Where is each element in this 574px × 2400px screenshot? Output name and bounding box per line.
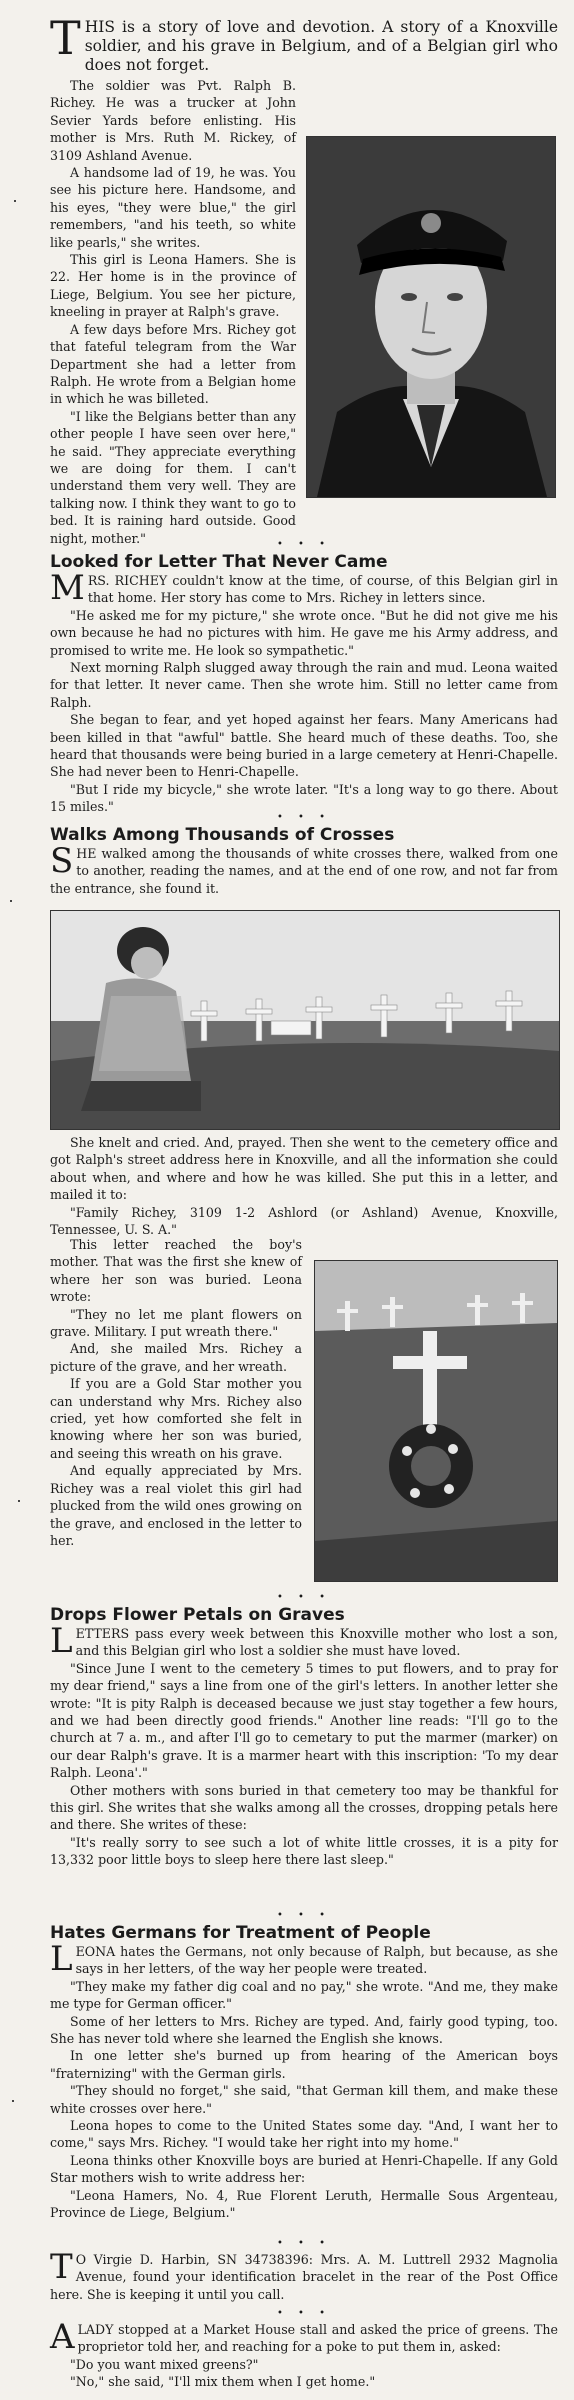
- crosses-section: [50, 810, 558, 897]
- crosses-section-narrow: [50, 1236, 302, 1549]
- intro-paragraph: The soldier was Pvt. Ralph B. Richey. He was a trucker at John Sevier Yards before enlisting. His mother is Mrs. Ruth M. Rickey, of 3109 Ashland Avenue.: [50, 78, 296, 163]
- margin-speck: [10, 900, 12, 902]
- crosses-section-continued: [50, 1134, 558, 1238]
- section-divider: • • •: [276, 2238, 332, 2249]
- section-paragraph: And, she mailed Mrs. Richey a picture of the grave, and her wreath.: [50, 1341, 302, 1374]
- section-divider: • • •: [276, 539, 332, 550]
- margin-speck: [14, 200, 16, 202]
- section-paragraph: "They should no forget," she said, "that German kill them, and make these white crosses over here.": [50, 2083, 558, 2116]
- dropcap: M: [50, 568, 85, 608]
- section-divider: • • •: [276, 1910, 332, 1921]
- section-paragraph: LADY stopped at a Market House stall and asked the price of greens. The proprietor told her, and reaching for a poke to put them in, asked:: [77, 2322, 558, 2355]
- section-paragraph: O Virgie D. Harbin, SN 34738396: Mrs. A. M. Luttrell 2932 Magnolia Avenue, found your identification bracelet in the rear of the Post Office here. She is keeping it until you call.: [50, 2252, 558, 2302]
- section-heading: Looked for Letter That Never Came: [50, 552, 388, 572]
- intro-lead: THIS is a story of love and devotion. A story of a Knoxville soldier, and his grave in Belgium, and of a Belgian girl who does not forget.: [50, 11, 558, 74]
- dropcap: L: [50, 1939, 73, 1979]
- section-paragraph: "No," she said, "I'll mix them when I get home.": [70, 2374, 376, 2390]
- letter-section: [50, 537, 558, 816]
- intro-paragraph: A few days before Mrs. Richey got that fateful telegram from the War Department she had a letter from Ralph. He wrote from a Belgian home in which he was billeted.: [50, 321, 296, 407]
- section-paragraph: In one letter she's burned up from hearing of the American boys "fraternizing" with the German girls.: [50, 2048, 558, 2081]
- section-paragraph: Some of her letters to Mrs. Richey are typed. And, fairly good typing, too. She has never told where she learned the English she knows.: [50, 2013, 558, 2047]
- section-paragraph: RS. RICHEY couldn't know at the time, of course, of this Belgian girl in that home. Her story has come to Mrs. Richey in letters since.: [87, 573, 558, 606]
- section-divider: • • •: [276, 1592, 332, 1603]
- section-paragraph: Next morning Ralph slugged away through the rain and mud. Leona waited for that letter. It never came. Then she wrote him. Still no letter came from Ralph.: [50, 660, 558, 710]
- petals-section: [50, 1590, 558, 1869]
- intro-section: [50, 11, 558, 547]
- greens-item: [50, 2306, 558, 2391]
- section-paragraph: This letter reached the boy's mother. That was the first she knew of where her son was buried. Leona wrote:: [50, 1237, 302, 1305]
- bracelet-item: [50, 2236, 558, 2303]
- dropcap: L: [50, 1621, 73, 1661]
- section-divider: • • •: [276, 812, 332, 823]
- section-paragraph: EONA hates the Germans, not only because of Ralph, but because, as she says in her letters, of the way her people were treated.: [75, 1944, 558, 1977]
- wreath-on-grave-photo: [314, 1260, 558, 1582]
- section-paragraph: "Do you want mixed greens?": [70, 2356, 259, 2372]
- section-heading: Walks Among Thousands of Crosses: [50, 825, 395, 845]
- section-paragraph: "But I ride my bicycle," she wrote later. "It's a long way to go there. About 15 miles.": [50, 781, 558, 815]
- dropcap: S: [50, 841, 74, 881]
- section-paragraph: Leona thinks other Knoxville boys are buried at Henri-Chapelle. If any Gold Star mothers wish to write address her:: [50, 2152, 558, 2186]
- section-heading: Hates Germans for Treatment of People: [50, 1923, 431, 1943]
- section-paragraph: "They make my father dig coal and no pay," she wrote. "And me, they make me type for German officer.": [50, 1978, 558, 2012]
- section-paragraph: "They no let me plant flowers on grave. Military. I put wreath there.": [50, 1306, 302, 1340]
- section-paragraph: "Leona Hamers, No. 4, Rue Florent Leruth, Hermalle Sous Argenteau, Province de Liege, Belgium.": [50, 2187, 558, 2221]
- dropcap: T: [50, 2247, 73, 2287]
- section-paragraph: "He asked me for my picture," she wrote once. "But he did not give me his own because he had no pictures with him. He gave me his Army address, and promised to write me. He look so sympathetic.": [50, 607, 558, 658]
- section-paragraph: "Family Richey, 3109 1-2 Ashlord (or Ashland) Avenue, Knoxville, Tennessee, U. S. A.": [50, 1204, 558, 1238]
- section-paragraph: If you are a Gold Star mother you can understand why Mrs. Richey also cried, yet how comforted she felt in knowing where her son was buried, and seeing this wreath on his grave.: [50, 1376, 302, 1461]
- section-heading: Drops Flower Petals on Graves: [50, 1605, 345, 1625]
- section-paragraph: She began to fear, and yet hoped against her fears. Many Americans had been killed in that "awful" battle. She heard much of these deaths. Too, she heard that thousands were being buried in a large cemetery at Henri-Chapelle. She had never been to Henri-Chapelle.: [50, 712, 558, 780]
- section-paragraph: ETTERS pass every week between this Knoxville mother who lost a son, and this Belgian girl who lost a soldier she must have loved.: [75, 1626, 558, 1659]
- germans-section: [50, 1908, 558, 2222]
- section-paragraph: "Since June I went to the cemetery 5 times to put flowers, and to pray for my dear friend," says a line from one of the girl's letters. In another letter she wrote: "It is pity Ralph is deceased because we just stay together a few hours, and we had been directly good friends." Another line reads: "I'll go to the church at 7 a. m., and after I'll go to cemetary to put the marmer (marker) on our dear Ralph's grave. It is a marmer heart with this inscription: 'To my dear Ralph. Leona'.": [50, 1660, 558, 1781]
- section-paragraph: Other mothers with sons buried in that cemetery too may be thankful for this girl. She writes that she walks among all the crosses, dropping petals here and there. She writes of these:: [50, 1782, 558, 1833]
- section-paragraph: "It's really sorry to see such a lot of white little crosses, it is a pity for 13,332 poor little boys to sleep here there last sleep.": [50, 1834, 558, 1868]
- section-divider: • • •: [276, 2308, 332, 2319]
- intro-paragraph: A handsome lad of 19, he was. You see his picture here. Handsome, and his eyes, "they were blue," the girl remembers, "and his teeth, so white like pearls," she writes.: [50, 165, 296, 250]
- intro-dropcap: T: [50, 11, 81, 65]
- girl-kneeling-at-grave-photo: [50, 910, 560, 1130]
- dropcap: A: [50, 2317, 75, 2357]
- section-paragraph: HE walked among the thousands of white crosses there, walked from one to another, reading the names, and at the end of one row, and not far from the entrance, she found it.: [50, 846, 558, 896]
- section-paragraph: And equally appreciated by Mrs. Richey was a real violet this girl had plucked from the wild ones growing on the grave, and enclosed in the letter to her.: [50, 1463, 302, 1548]
- section-paragraph: She knelt and cried. And, prayed. Then she went to the cemetery office and got Ralph's street address here in Knoxville, and all the information she could about when, and where and how he was killed. She put this in a letter, and mailed it to:: [50, 1135, 558, 1203]
- intro-paragraph: This girl is Leona Hamers. She is 22. Her home is in the province of Liege, Belgium. You see her picture, kneeling in prayer at Ralph's grave.: [50, 252, 296, 320]
- section-paragraph: Leona hopes to come to the United States some day. "And, I want her to come," says Mrs. Richey. "I would take her right into my home.": [50, 2118, 558, 2151]
- intro-paragraph: "I like the Belgians better than any other people I have seen over here," he said. "They appreciate everything we are doing for them. I can't understand them very well. They are talking now. I think they want to go to bed. It is raining hard outside. Good night, mother.": [50, 408, 296, 546]
- margin-speck: [12, 2100, 14, 2102]
- margin-speck: [18, 1500, 20, 1502]
